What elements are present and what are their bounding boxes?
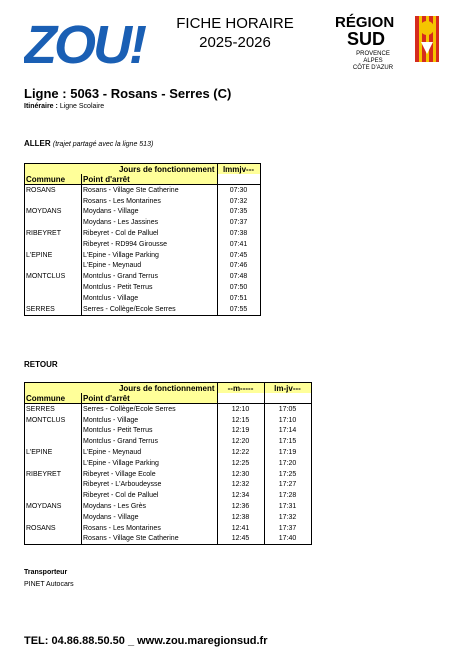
arret-cell: Montclus - Petit Terrus — [82, 426, 218, 437]
arret-cell: Ribeyret - Col de Palluel — [82, 228, 218, 239]
commune-cell — [25, 458, 82, 469]
table-row — [25, 304, 261, 315]
time-cell: 17:14 — [264, 426, 311, 437]
commune-cell: MOYDANS — [25, 501, 82, 512]
column-point-arret: Point d'arrêt — [82, 174, 218, 185]
arret-cell: Ribeyret - Col de Palluel — [82, 490, 218, 501]
time-cell: 07:32 — [217, 196, 260, 207]
header-blank — [25, 164, 82, 175]
time-cell: 07:48 — [217, 271, 260, 282]
time-cell: 07:50 — [217, 282, 260, 293]
arret-cell: Montclus - Petit Terrus — [82, 282, 218, 293]
column-time-blank — [217, 174, 260, 185]
time-cell: 12:30 — [217, 469, 264, 480]
itineraire — [24, 103, 104, 110]
time-cell: 17:05 — [264, 404, 311, 415]
header-row-columns — [25, 393, 312, 404]
arret-cell: Rosans - Les Montarines — [82, 523, 218, 534]
document-title — [160, 14, 310, 52]
time-cell: 17:15 — [264, 436, 311, 447]
period-header: --m----- — [217, 383, 264, 394]
time-cell: 12:34 — [217, 490, 264, 501]
time-cell: 12:25 — [217, 458, 264, 469]
header-blank — [25, 383, 82, 394]
arret-cell: Montclus - Grand Terrus — [82, 271, 218, 282]
table-row — [25, 447, 312, 458]
footer-contact: TEL: 04.86.88.50.50 _ www.zou.maregionsud.fr — [24, 635, 268, 647]
header-row-periods — [25, 383, 312, 394]
arret-cell: Rosans - Village Ste Catherine — [82, 534, 218, 545]
region-logo-line2: SUD — [347, 29, 386, 49]
column-time-blank — [217, 393, 264, 404]
jours-label: Jours de fonctionnement — [82, 164, 218, 175]
arret-cell: L'Epine - Meynaud — [82, 447, 218, 458]
table-row — [25, 271, 261, 282]
time-cell: 07:51 — [217, 293, 260, 304]
aller-timetable — [24, 163, 261, 316]
commune-cell — [25, 217, 82, 228]
time-cell: 07:35 — [217, 207, 260, 218]
time-cell: 07:55 — [217, 304, 260, 315]
commune-cell: L'EPINE — [25, 250, 82, 261]
table-row — [25, 404, 312, 415]
time-cell: 17:31 — [264, 501, 311, 512]
arret-cell: Rosans - Village Ste Catherine — [82, 185, 218, 196]
time-cell: 07:45 — [217, 250, 260, 261]
table-row — [25, 228, 261, 239]
commune-cell: MONTCLUS — [25, 271, 82, 282]
column-time-blank — [264, 393, 311, 404]
aller-section-label — [24, 139, 153, 148]
commune-cell: RIBEYRET — [25, 228, 82, 239]
arret-cell: Moydans - Les Grès — [82, 501, 218, 512]
time-cell: 17:20 — [264, 458, 311, 469]
time-cell: 12:22 — [217, 447, 264, 458]
region-logo-sub3: CÔTE D'AZUR — [352, 65, 394, 71]
time-cell: 12:36 — [217, 501, 264, 512]
table-row — [25, 523, 312, 534]
time-cell: 12:41 — [217, 523, 264, 534]
column-point-arret: Point d'arrêt — [82, 393, 218, 404]
arret-cell: L'Epine - Village Parking — [82, 250, 218, 261]
time-cell: 12:19 — [217, 426, 264, 437]
commune-cell — [25, 480, 82, 491]
table-row — [25, 534, 312, 545]
region-sud-logo — [333, 12, 441, 76]
retour-timetable — [24, 382, 312, 545]
table-row — [25, 458, 312, 469]
commune-cell — [25, 512, 82, 523]
itineraire-value: Ligne Scolaire — [59, 103, 105, 110]
table-row — [25, 490, 312, 501]
commune-cell — [25, 426, 82, 437]
column-commune: Commune — [25, 393, 82, 404]
time-cell: 17:40 — [264, 534, 311, 545]
arret-cell: Montclus - Village — [82, 293, 218, 304]
time-cell: 17:28 — [264, 490, 311, 501]
table-row — [25, 293, 261, 304]
time-cell: 17:32 — [264, 512, 311, 523]
time-cell: 17:37 — [264, 523, 311, 534]
arret-cell: Moydans - Les Jassines — [82, 217, 218, 228]
arret-cell: Moydans - Village — [82, 512, 218, 523]
transporteur-name: PINET Autocars — [24, 581, 74, 588]
table-row — [25, 207, 261, 218]
aller-label: ALLER — [24, 139, 51, 148]
period-header: lm-jv--- — [264, 383, 311, 394]
table-row — [25, 282, 261, 293]
arret-cell: Montclus - Village — [82, 415, 218, 426]
jours-label: Jours de fonctionnement — [82, 383, 218, 394]
commune-cell — [25, 196, 82, 207]
table-row — [25, 436, 312, 447]
commune-cell — [25, 436, 82, 447]
arret-cell: Ribeyret - RD994 Girousse — [82, 239, 218, 250]
commune-cell: SERRES — [25, 404, 82, 415]
time-cell: 07:38 — [217, 228, 260, 239]
time-cell: 12:32 — [217, 480, 264, 491]
commune-cell: RIBEYRET — [25, 469, 82, 480]
commune-cell — [25, 293, 82, 304]
title-line-1: FICHE HORAIRE — [176, 15, 294, 32]
table-row — [25, 501, 312, 512]
column-commune: Commune — [25, 174, 82, 185]
commune-cell: L'EPINE — [25, 447, 82, 458]
retour-label: RETOUR — [24, 360, 58, 369]
table-row — [25, 239, 261, 250]
time-cell: 07:37 — [217, 217, 260, 228]
table-row — [25, 261, 261, 272]
commune-cell: MOYDANS — [25, 207, 82, 218]
time-cell: 12:38 — [217, 512, 264, 523]
arret-cell: L'Epine - Meynaud — [82, 261, 218, 272]
transporteur-label: Transporteur — [24, 569, 68, 576]
arret-cell: Rosans - Les Montarines — [82, 196, 218, 207]
table-row — [25, 185, 261, 196]
itineraire-label: Itinéraire : — [24, 103, 58, 110]
aller-note: (trajet partagé avec la ligne 513) — [52, 141, 154, 148]
time-cell: 12:10 — [217, 404, 264, 415]
commune-cell: SERRES — [25, 304, 82, 315]
time-cell: 07:46 — [217, 261, 260, 272]
time-cell: 12:15 — [217, 415, 264, 426]
time-cell: 17:19 — [264, 447, 311, 458]
title-line-2: 2025-2026 — [199, 34, 271, 51]
time-cell: 17:27 — [264, 480, 311, 491]
commune-cell — [25, 261, 82, 272]
table-row — [25, 217, 261, 228]
table-row — [25, 250, 261, 261]
arret-cell: Serres - Collège/Ecole Serres — [82, 304, 218, 315]
table-row — [25, 469, 312, 480]
table-row — [25, 426, 312, 437]
time-cell: 12:20 — [217, 436, 264, 447]
commune-cell: ROSANS — [25, 185, 82, 196]
region-logo-sub2: ALPES — [363, 58, 383, 64]
region-logo-line1: RÉGION — [335, 14, 395, 31]
commune-cell — [25, 239, 82, 250]
arret-cell: Montclus - Grand Terrus — [82, 436, 218, 447]
time-cell: 07:41 — [217, 239, 260, 250]
table-row — [25, 512, 312, 523]
commune-cell: MONTCLUS — [25, 415, 82, 426]
commune-cell — [25, 282, 82, 293]
arret-cell: Serres - Collège/Ecole Serres — [82, 404, 218, 415]
time-cell: 12:45 — [217, 534, 264, 545]
header-row-columns — [25, 174, 261, 185]
arret-cell: L'Epine - Village Parking — [82, 458, 218, 469]
commune-cell: ROSANS — [25, 523, 82, 534]
commune-cell — [25, 534, 82, 545]
zou-logo — [24, 18, 150, 70]
period-header: lmmjv--- — [217, 164, 260, 175]
zou-logo-text: ZOU! — [24, 18, 144, 70]
arret-cell: Moydans - Village — [82, 207, 218, 218]
ligne-title: Ligne : 5063 - Rosans - Serres (C) — [24, 86, 232, 101]
region-logo-sub1: PROVENCE — [356, 51, 390, 57]
time-cell: 17:25 — [264, 469, 311, 480]
table-row — [25, 196, 261, 207]
arret-cell: Ribeyret - Village Ecole — [82, 469, 218, 480]
table-row — [25, 415, 312, 426]
header-row-periods — [25, 164, 261, 175]
time-cell: 07:30 — [217, 185, 260, 196]
arret-cell: Ribeyret - L'Arboudeysse — [82, 480, 218, 491]
time-cell: 17:10 — [264, 415, 311, 426]
commune-cell — [25, 490, 82, 501]
table-row — [25, 480, 312, 491]
